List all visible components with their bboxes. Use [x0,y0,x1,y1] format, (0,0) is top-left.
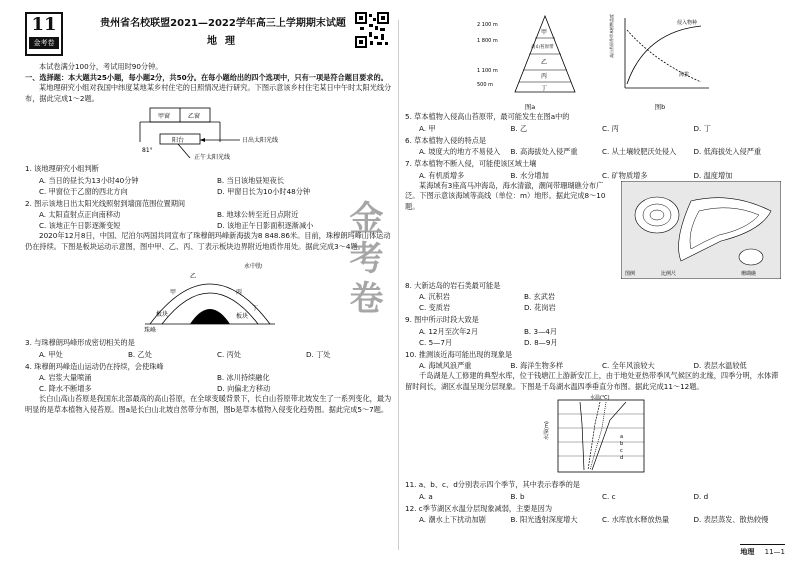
option-7b[interactable]: B. 水分增加 [510,170,549,180]
option-11d[interactable]: D. d [693,491,709,501]
passage-1: 某地理研究小组对我国中纬度某地某乡村住宅的日照情况进行研究。下图示意该乡村住宅某日中午时太阳光线分布，据此完成1～2题。 [25,83,392,103]
question-5-options [405,123,785,134]
house-sunlight-figure [120,106,300,162]
question-4-options [25,372,395,394]
footer-subject: 地理 [740,548,755,556]
plate-movement-figure [140,254,280,336]
exam-subject: 地理 [207,36,243,47]
zone-ding: 丁 [541,85,548,92]
question-4-stem: 4. 珠穆朗玛峰造山运动仍在持续，会使珠峰 [25,361,164,371]
zone-jia: 甲 [541,29,548,36]
question-9-options [405,326,629,348]
option-5d[interactable]: D. 丁 [693,123,711,133]
figb-ylabel: 高山苔原带草本植物盖度 [609,14,614,58]
page-number: 11—1 [764,548,785,556]
fig5-ylabel: 水深(m) [544,421,550,440]
figure-b [605,12,715,110]
option-2a[interactable]: A. 太阳直射点正向南移动 [39,210,121,219]
balcony-label: 阳台 [172,137,185,144]
question-6-options [405,146,785,157]
series-d-label: d [620,455,624,461]
option-9b[interactable]: B. 3—4月 [524,326,558,336]
page-footer [740,544,785,557]
zone-bing: 丙 [541,73,548,80]
figures-ab [405,12,785,110]
option-9a[interactable]: A. 12月至次年2月 [419,326,479,336]
passage-4: 某海域有3座高马冲海岛，海水清澈，潮间带珊瑚礁分布广泛。下图示意该海域等高线（单位：m）地形。据此完成8～10题。 [405,180,606,211]
right-column [405,12,785,557]
question-3-stem: 3. 与珠穆朗玛峰形成密切相关的是 [25,338,135,347]
option-11c[interactable]: C. c [602,491,616,501]
option-6c[interactable]: C. 从土壤较肥沃处侵入 [602,147,677,156]
question-11-stem: 11. a、b、c、d分别表示四个季节，其中表示春季的是 [405,480,580,489]
room2-label: 乙窗 [188,113,201,120]
question-10-options [405,360,785,371]
question-group-3 [405,112,785,181]
option-11a[interactable]: A. a [419,491,433,501]
option-6d[interactable]: D. 低海拔处入侵严重 [693,147,762,156]
question-group-1 [25,164,395,231]
passage-4-block [405,181,615,279]
section-heading: 一、选择题：本大题共25小题，每小题2分，共50分。在每小题给出的四个选项中，只有一项是符合题目要求的。 [25,72,388,82]
passage-3: 长白山高山苔原是我国东北部最高的高山苔原，在全球变暖背景下，长白山苔原带北坡发生了一系列变化，最为明显的是草本植物入侵苔原。图a是长白山北坡自然带分布图，图b是草本植物入侵变化趋势图。据此完成5～7题。 [25,394,392,414]
label-bing: 丙 [236,289,243,296]
sunrise-ray-label: 日出太阳光线 [242,137,279,144]
island-contour-map [621,181,781,279]
series-c-label: c [620,448,623,454]
option-10a[interactable]: A. 海域风浪严重 [419,361,472,370]
option-8c[interactable]: C. 变质岩 [419,303,451,312]
question-7-options [405,170,785,181]
map-scale: 比例尺 [661,270,677,277]
option-1d[interactable]: D. 甲窗日长为10小时48分钟 [217,186,311,196]
question-group-2 [25,338,395,394]
question-1-options [25,175,395,197]
option-12d[interactable]: D. 表层蒸发、散热较慢 [693,515,769,524]
option-10c[interactable]: C. 全年风浪较大 [602,361,655,370]
zone-yi: 乙 [541,59,548,66]
question-group-4 [405,281,785,372]
option-8b[interactable]: B. 玄武岩 [524,292,556,301]
question-7-stem: 7. 草本植物不断入侵，可能使该区域土壤 [405,159,537,168]
question-5-stem: 5. 草本植物入侵高山苔原带，最可能发生在图a中的 [405,112,570,121]
option-12c[interactable]: C. 水库放水释放热量 [602,515,670,524]
alt-500: 500 m [477,82,494,88]
option-2c[interactable]: C. 该地正午日影逐渐变短 [39,221,121,230]
zone-tundra: 高山苔原带 [531,45,554,50]
option-11b[interactable]: B. b [510,491,525,501]
alt-2100: 2 100 m [477,22,498,28]
option-12b[interactable]: B. 阳光透射深度增大 [510,515,578,524]
legend-invasive: 侵入物种 [677,20,698,26]
option-7d[interactable]: D. 温度增加 [693,170,733,180]
option-5b[interactable]: B. 乙 [510,123,528,133]
series-a-label: a [620,434,624,440]
zone-pyramid-figure [475,12,585,98]
figure-b-caption: 图b [654,103,666,111]
water-temperature-figure [540,394,650,478]
fig5-xlabel: 水温(℃) [590,395,610,401]
option-9d[interactable]: D. 8—9月 [524,337,558,347]
question-12-options [405,514,785,525]
passage-4-row [405,181,785,279]
question-2-options [25,209,395,231]
option-3a[interactable]: A. 甲处 [39,349,63,359]
watermark: 金考卷 [343,200,383,320]
map-reef: 珊瑚礁 [741,270,757,277]
angle-label: 81° [142,147,153,154]
option-1a[interactable]: A. 当日的昼长为13小时40分钟 [39,175,139,185]
label-ding: 丁 [252,305,259,312]
figure-a [475,12,585,110]
option-3b[interactable]: B. 乙处 [128,349,152,359]
series-b-label: b [620,441,624,447]
exam-header [25,12,395,62]
option-1b[interactable]: B. 当日该地昼短夜长 [217,175,285,185]
passage-5: 千岛湖是人工修建的典型水库，位于钱塘江上游新安江上，由于地处亚热带季风气候区的北缘，四季分明，水体滞留时间长，湖区水温呈现分层现象。下图是千岛湖水温四季垂直分布图。据此完成11～12题。 [405,371,779,391]
label-ridge: 永中肋 [244,263,263,270]
figure-a-caption: 图a [524,103,536,111]
intro-text: 本试卷满分100分，考试用时90分钟。 [39,62,163,71]
option-9c[interactable]: C. 5—7月 [419,337,453,347]
invasion-trend-figure [605,12,715,98]
noon-ray-label: 正午太阳光线 [194,154,231,161]
series-badge [25,12,63,56]
label-jia: 甲 [170,289,177,296]
room1-label: 甲窗 [158,113,171,120]
question-8-stem: 8. 大新达岛的岩石类最可能是 [405,280,501,290]
series-tag: 金考卷 [29,37,59,49]
series-number: 11 [31,14,57,35]
question-11-options [405,491,785,502]
option-7c[interactable]: C. 矿物质增多 [602,170,648,180]
passage-2: 2020年12月8日，中国、尼泊尔两国共同宣布了珠穆朗玛峰新海拔为8 848.86米。目前，珠穆朗玛峰山体运动仍在持续。下图是板块运动示意图，图中甲、乙、丙、丁表示板块边界附近地质作用处。据此完成3～4题。 [25,231,391,251]
option-4a[interactable]: A. 岩浆大量喷涌 [39,373,92,382]
exam-title: 贵州省名校联盟2021—2022学年高三上学期期末试题 [100,18,346,29]
label-peak: 珠峰 [144,327,157,334]
option-6b[interactable]: B. 高海拔处入侵严重 [510,147,578,156]
qr-code-icon [355,12,389,48]
map-legend: 图例 [625,270,636,277]
label-plate-1: 板块 [156,311,169,318]
question-9-stem: 9. 图中所示时段大致是 [405,315,479,324]
option-1c[interactable]: C. 甲窗位于乙窗的西北方向 [39,186,128,196]
option-10b[interactable]: B. 海洋生物多样 [510,361,564,370]
label-yi: 乙 [190,273,197,280]
option-4b[interactable]: B. 冰川持续融化 [217,373,270,382]
question-1-stem: 1. 该地理研究小组判断 [25,164,99,173]
option-3d[interactable]: D. 丁处 [306,349,331,359]
option-5c[interactable]: C. 丙 [602,123,619,133]
alt-1800: 1 800 m [477,38,498,44]
option-10d[interactable]: D. 表层水温较低 [693,361,747,370]
question-3-options [25,349,395,360]
label-plate-2: 板块 [236,313,249,320]
label-lithosphere: 岩石圈 [200,302,217,308]
option-2b[interactable]: B. 地球公转至近日点附近 [217,210,299,219]
option-6a[interactable]: A. 坡度大的地方不易侵入 [419,147,501,156]
option-4c[interactable]: C. 降水不断增多 [39,384,92,393]
option-4d[interactable]: D. 向偏北方移动 [217,384,271,393]
option-2d[interactable]: D. 该地正午日影面积逐渐减小 [217,221,314,230]
option-12a[interactable]: A. 潮水上下扰动加剧 [419,515,486,524]
question-12-stem: 12. c季节湖区水温分层现象减弱，主要是因为 [405,503,553,513]
option-5a[interactable]: A. 甲 [419,123,436,133]
question-group-5 [405,480,785,525]
question-8-options [405,291,629,313]
option-7a[interactable]: A. 有机质增多 [419,170,465,180]
left-column [25,12,395,557]
option-3c[interactable]: C. 丙处 [217,349,241,359]
option-8a[interactable]: A. 沉积岩 [419,292,450,301]
question-10-stem: 10. 推测该近海可能出现的现象是 [405,349,513,359]
question-6-stem: 6. 草本植物入侵的特点是 [405,135,487,145]
option-8d[interactable]: D. 花岗岩 [524,303,556,312]
question-2-stem: 2. 图示该地日出太阳光线照射到墙面范围位置期间 [25,198,186,208]
legend-altitude: 海拔 [679,72,690,78]
alt-1100: 1 100 m [477,68,498,74]
column-divider [398,20,399,550]
